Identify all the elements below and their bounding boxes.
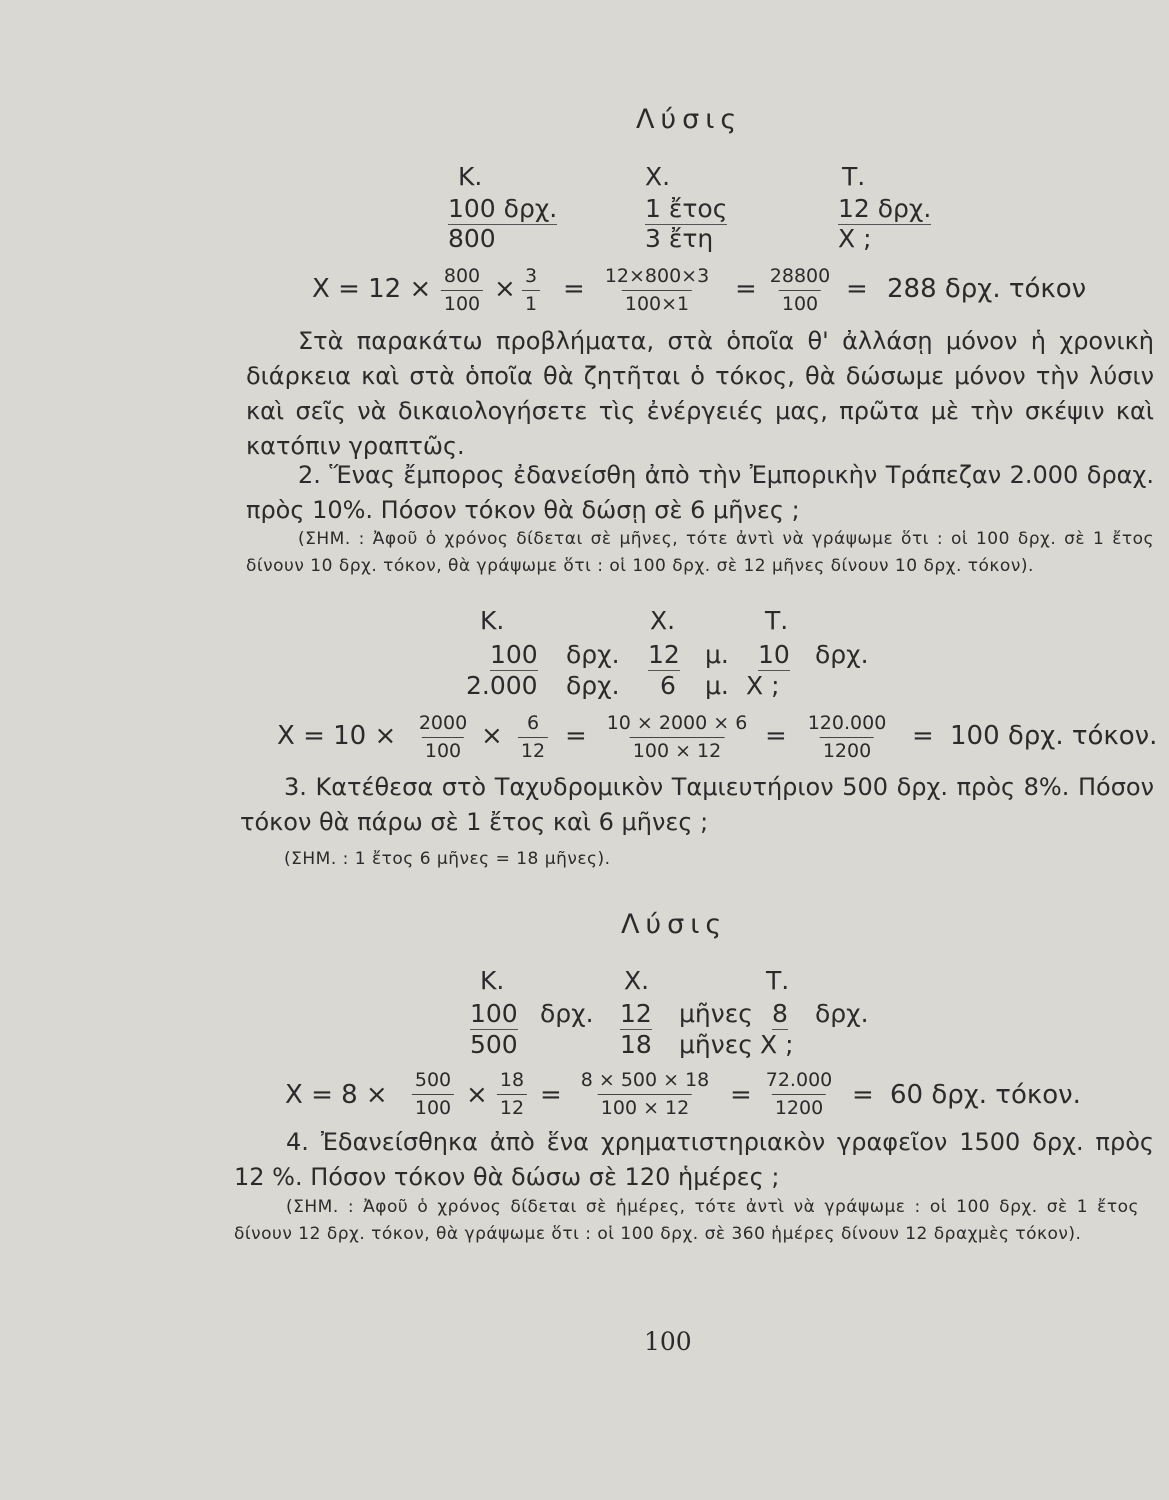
p2-row2-time: 6 bbox=[660, 671, 676, 700]
formula3-fraction-4: $\frac{72.000}{1200}$ bbox=[765, 1069, 833, 1119]
formula3-fraction-3: $\frac{8 \times 500 \times 18}{100 \times 12}$ bbox=[580, 1069, 710, 1119]
formula2-equals-1: = bbox=[565, 721, 587, 751]
p2-row1-time-unit: μ. bbox=[705, 640, 729, 669]
p3-row1-time-unit: μῆνες bbox=[679, 999, 753, 1028]
row2-time: 3 ἔτη bbox=[645, 224, 714, 253]
problem-4-text: 4. Ἐδανείσθηκα ἀπὸ ἕνα χρηματιστηριακὸν γραφεῖον 1500 δρχ. πρὸς 12 %. Πόσον τόκον θὰ δώσω σὲ 120 ἡμέρες ; bbox=[234, 1128, 1154, 1191]
p2-header-time: Χ. bbox=[650, 606, 676, 635]
formula2-equals-3: = bbox=[912, 721, 934, 751]
p2-header-capital: Κ. bbox=[480, 606, 505, 635]
p2-row1-time: 12 bbox=[648, 640, 680, 669]
formula3-fraction-1: $\frac{500}{100}$ bbox=[412, 1071, 454, 1118]
formula1-fraction-3: $\frac{12\times 800\times 3}{100\times 1}$ bbox=[604, 265, 710, 315]
formula3-equals-3: = bbox=[852, 1080, 874, 1110]
formula3-equals-1: = bbox=[540, 1080, 562, 1110]
formula2-fraction-2: $\frac{6}{12}$ bbox=[518, 714, 548, 761]
p3-row2-time: 18 bbox=[620, 1030, 652, 1059]
formula3-fraction-2: $\frac{18}{12}$ bbox=[497, 1071, 527, 1118]
formula1-equals-2: = bbox=[735, 274, 757, 304]
formula1-result: 288 δρχ. τόκον bbox=[887, 274, 1087, 304]
problem-2-note: (ΣΗΜ. : Ἀφοῦ ὁ χρόνος δίδεται σὲ μῆνες, τότε ἀντὶ νὰ γράψωμε ὅτι : οἱ 100 δρχ. σὲ 1 ἔτος δίνουν 10 δρχ. τόκον, θὰ γράψωμε ὅτι : οἱ 100 δρχ. σὲ 12 μῆνες δίνουν 10 δρχ. τόκον). bbox=[246, 529, 1154, 576]
formula2-fraction-1: $\frac{2000}{100}$ bbox=[418, 712, 468, 762]
p3-header-time: Χ. bbox=[624, 966, 650, 995]
p3-header-capital: Κ. bbox=[480, 966, 505, 995]
p3-row1-time: 12 bbox=[620, 999, 652, 1028]
solution-heading-2: Λύσις bbox=[621, 909, 728, 940]
formula2-equals-2: = bbox=[765, 721, 787, 751]
formula3-times: × bbox=[466, 1080, 488, 1110]
p2-row1-interest: 10 bbox=[758, 640, 790, 669]
formula1-fraction-4: $\frac{28800}{100}$ bbox=[769, 265, 831, 315]
p2-row1-capital: 100 bbox=[490, 640, 538, 669]
p3-row2-time-unit: μῆνες bbox=[679, 1030, 753, 1059]
p2-row2-capital: 2.000 bbox=[466, 671, 538, 700]
formula1-times: × bbox=[494, 274, 516, 304]
formula2-result: 100 δρχ. τόκον. bbox=[950, 721, 1158, 751]
p3-row1-interest: 8 bbox=[772, 999, 788, 1028]
row1-capital: 100 δρχ. bbox=[448, 194, 558, 223]
formula1-equals-3: = bbox=[846, 274, 868, 304]
p3-row1-interest-unit: δρχ. bbox=[815, 999, 869, 1028]
row1-time: 1 ἔτος bbox=[645, 194, 728, 223]
p2-header-interest: Τ. bbox=[765, 606, 789, 635]
row2-capital: 800 bbox=[448, 224, 496, 253]
p2-row1-interest-unit: δρχ. bbox=[815, 640, 869, 669]
formula2-lhs: Χ = 10 × bbox=[277, 721, 397, 751]
problem-4-note: (ΣΗΜ. : Ἀφοῦ ὁ χρόνος δίδεται σὲ ἡμέρες, τότε ἀντὶ νὰ γράψωμε : οἱ 100 δρχ. σὲ 1 ἔτος δίνουν 12 δρχ. τόκον, θὰ γράψωμε ὅτι : οἱ 100 δρχ. σὲ 360 ἡμέρες δίνουν 12 δραχμὲς τόκον). bbox=[234, 1197, 1139, 1244]
intro-paragraph: Στὰ παρακάτω προβλήματα, στὰ ὁποῖα θ' ἀλλάσῃ μόνον ἡ χρονικὴ διάρκεια καὶ στὰ ὁποῖα θὰ ζητῆται ὁ τόκος, θὰ δώσωμε μόνον τὴν λύσιν καὶ σεῖς νὰ δικαιολογήσετε τὶς ἐνέργειές μας, πρῶτα μὲ τὴν σκέψιν καὶ κατόπιν γραπτῶς. bbox=[246, 327, 1154, 460]
header-time: Χ. bbox=[645, 162, 671, 191]
p3-header-interest: Τ. bbox=[766, 966, 790, 995]
problem-3-note: (ΣΗΜ. : 1 ἔτος 6 μῆνες = 18 μῆνες). bbox=[284, 849, 611, 869]
p3-row1-capital-unit: δρχ. bbox=[540, 999, 594, 1028]
formula3-result: 60 δρχ. τόκον. bbox=[890, 1080, 1081, 1110]
p2-row2-capital-unit: δρχ. bbox=[566, 671, 620, 700]
p3-row2-interest: Χ ; bbox=[760, 1030, 794, 1059]
formula2-fraction-3: $\frac{10 \times 2000 \times 6}{100 \times 12}$ bbox=[606, 712, 748, 762]
formula1-fraction-2: $\frac{3}{1}$ bbox=[522, 267, 540, 314]
p2-row2-interest: Χ ; bbox=[746, 671, 780, 700]
header-capital: Κ. bbox=[458, 162, 483, 191]
formula3-lhs: Χ = 8 × bbox=[285, 1080, 388, 1110]
solution-heading: Λύσις bbox=[636, 104, 743, 135]
row1-interest: 12 δρχ. bbox=[838, 194, 932, 223]
header-interest: Τ. bbox=[842, 162, 866, 191]
row2-interest: Χ ; bbox=[838, 224, 872, 253]
page-number: 100 bbox=[644, 1327, 692, 1356]
p3-row1-capital: 100 bbox=[470, 999, 518, 1028]
formula2-times: × bbox=[481, 721, 503, 751]
p2-row1-capital-unit: δρχ. bbox=[566, 640, 620, 669]
formula2-fraction-4: $\frac{120.000}{1200}$ bbox=[807, 712, 887, 762]
p2-row2-time-unit: μ. bbox=[705, 671, 729, 700]
problem-2-text: 2. Ἕνας ἔμπορος ἐδανείσθη ἀπὸ τὴν Ἐμπορικὴν Τράπεζαν 2.000 δραχ. πρὸς 10%. Πόσον τόκον θὰ δώσῃ σὲ 6 μῆνες ; bbox=[246, 461, 1154, 524]
formula3-equals-2: = bbox=[730, 1080, 752, 1110]
problem-3-text: 3. Κατέθεσα στὸ Ταχυδρομικὸν Ταμιευτήριον 500 δρχ. πρὸς 8%. Πόσον τόκον θὰ πάρω σὲ 1 ἔτος καὶ 6 μῆνες ; bbox=[240, 773, 1154, 836]
formula1-equals-1: = bbox=[563, 274, 585, 304]
formula1-lhs: Χ = 12 × bbox=[312, 274, 432, 304]
p3-row2-capital: 500 bbox=[470, 1030, 518, 1059]
formula1-fraction-1: $\frac{800}{100}$ bbox=[441, 267, 483, 314]
